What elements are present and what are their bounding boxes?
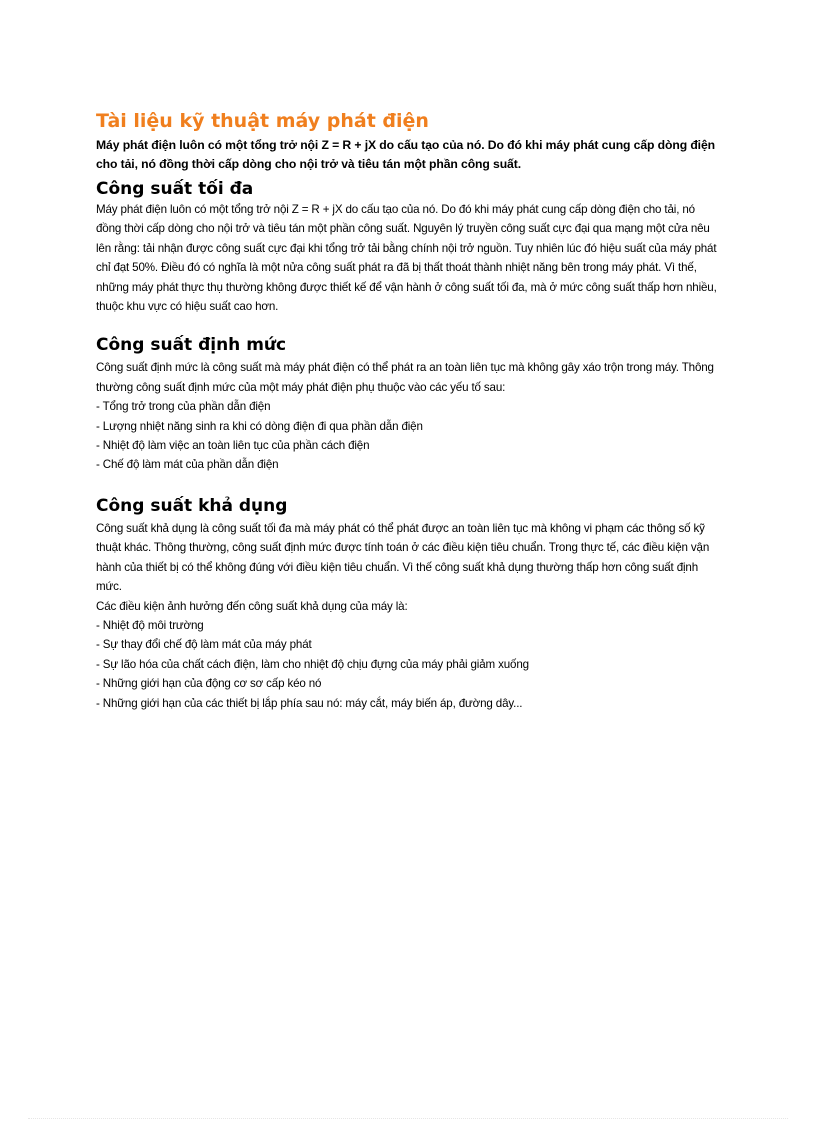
section-heading: Công suất định mức — [96, 335, 287, 356]
list-item: - Nhiệt độ làm việc an toàn liên tục của phần cách điện — [96, 439, 370, 453]
page-bottom-rule — [28, 1118, 788, 1119]
list-item: - Tổng trở trong của phần dẫn điện — [96, 400, 271, 414]
list-item: - Sự thay đổi chế độ làm mát của máy phát — [96, 638, 312, 652]
list-item: - Nhiệt độ môi trường — [96, 618, 204, 632]
section-heading: Công suất tối đa — [96, 179, 254, 199]
section-available-power — [96, 495, 720, 713]
factor-list — [96, 397, 720, 475]
section-paragraph: Công suất khả dụng là công suất tối đa mà máy phát có thể phát được an toàn liên tục mà không vi phạm các thông số kỹ thuật khác. Thông thường, công suất định mức được tính toán ở các điều kiện tiêu chuẩn. Trong thực tế, các điều kiện vận hành của thiết bị có thể không đúng với điều kiện tiêu chuẩn. Vì thế công suất khả dụng thường thấp hơn công suất định mức. — [96, 521, 710, 594]
condition-list — [96, 616, 720, 713]
section-heading: Công suất khả dụng — [96, 495, 288, 516]
list-item: - Chế độ làm mát của phần dẫn điện — [96, 458, 279, 472]
list-item: - Những giới hạn của các thiết bị lắp phía sau nó: máy cắt, máy biến áp, đường dây... — [96, 696, 523, 710]
list-item: - Lượng nhiệt năng sinh ra khi có dòng điện đi qua phần dẫn điện — [96, 419, 423, 433]
section-rated-power — [96, 334, 720, 474]
document-page — [96, 108, 720, 713]
list-item: - Những giới hạn của động cơ sơ cấp kéo nó — [96, 677, 322, 691]
section-paragraph: Công suất định mức là công suất mà máy phát điện có thể phát ra an toàn liên tục mà không gây xáo trộn trong máy. Thông thường công suất định mức của một máy phát điện phụ thuộc vào các yếu tố sau: — [96, 361, 714, 394]
document-title: Tài liệu kỹ thuật máy phát điện — [96, 110, 429, 132]
list-item: - Sự lão hóa của chất cách điện, làm cho nhiệt độ chịu đựng của máy phải giảm xuống — [96, 657, 529, 671]
intro-paragraph: Máy phát điện luôn có một tổng trở nội Z = R + jX do cấu tạo của nó. Do đó khi máy phát cung cấp dòng điện cho tải, nó đồng thời cấp dòng cho nội trở và tiêu tán một phần công suất. — [96, 138, 715, 171]
section-paragraph: Các điều kiện ảnh hưởng đến công suất khả dụng của máy là: — [96, 599, 408, 613]
section-max-power — [96, 178, 720, 316]
section-paragraph: Máy phát điện luôn có một tổng trở nội Z = R + jX do cấu tạo của nó. Do đó khi máy phát cung cấp dòng điện cho tải, nó đồng thời cấp dòng cho nội trở và tiêu tán một phần công suất. Nguyên lý truyền công suất cực đại qua mạng một cửa nêu lên rằng: tải nhận được công suất cực đại khi tổng trở tải bằng chính nội trở nguồn. Tuy nhiên lúc đó hiệu suất của máy phát chỉ đạt 50%. Điều đó có nghĩa là một nửa công suất phát ra đã bị thất thoát thành nhiệt năng bên trong máy phát. Vì thế, những máy phát thực thụ thường không được thiết kế để vận hành ở công suất tối đa, mà ở mức công suất thấp hơn nhiều, thuộc khu vực có hiệu suất cao hơn. — [96, 203, 717, 314]
